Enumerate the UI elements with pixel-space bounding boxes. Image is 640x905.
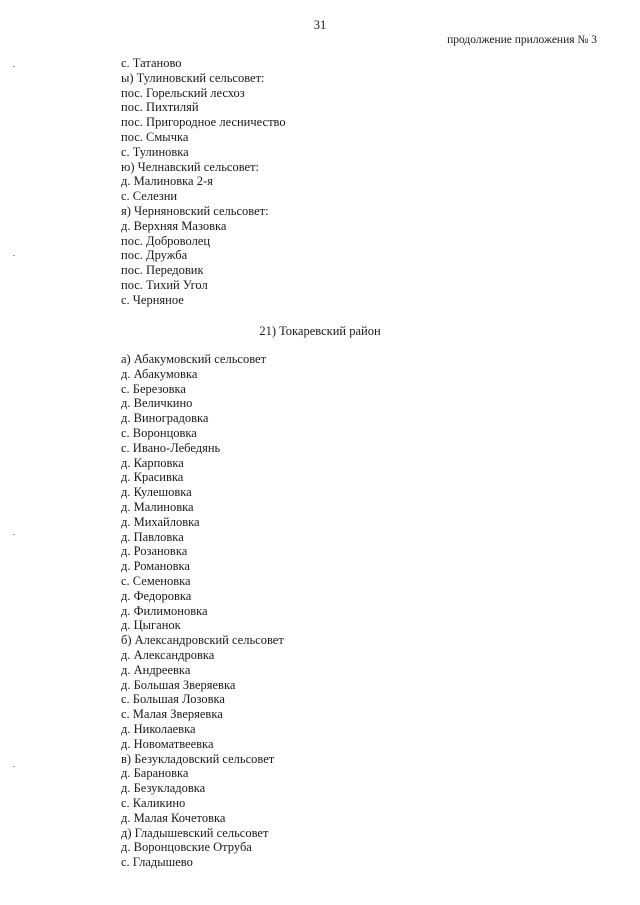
list-item: с. Тулиновка	[121, 144, 189, 159]
list-item: д. Малиновка	[121, 499, 194, 514]
list-item: д. Воронцовские Отруба	[121, 840, 252, 855]
list-item: с. Гладышево	[121, 855, 193, 870]
list-item: с. Татаново	[121, 56, 182, 70]
list-item: д. Новоматвеевка	[121, 736, 214, 751]
list-item: пос. Пихтиляй	[121, 100, 199, 115]
list-item: с. Каликино	[121, 795, 186, 810]
continuation-note: продолжение приложения № 3	[447, 34, 597, 46]
list-item: д. Большая Зверяевка	[121, 677, 236, 692]
settlement-list-main	[121, 352, 284, 870]
list-item: д. Александровка	[121, 647, 215, 662]
list-item: д. Карповка	[121, 455, 184, 470]
list-item: пос. Пригородное лесничество	[121, 115, 286, 130]
list-item: д. Малая Кочетовка	[121, 810, 226, 825]
list-item: а) Абакумовский сельсовет	[121, 352, 267, 366]
list-item: д. Андреевка	[121, 662, 191, 677]
list-item: д. Малиновка 2-я	[121, 174, 213, 189]
list-item: д) Гладышевский сельсовет	[121, 825, 269, 840]
list-item: д. Безукладовка	[121, 781, 206, 796]
margin-mark	[13, 534, 15, 535]
list-item: пос. Передовик	[121, 263, 204, 278]
list-item: пос. Доброволец	[121, 233, 211, 248]
list-item: с. Черняное	[121, 292, 184, 307]
list-item: д. Барановка	[121, 766, 189, 781]
page-number: 31	[313, 18, 327, 32]
list-item: б) Александровский сельсовет	[121, 633, 284, 648]
list-item: ы) Тулиновский сельсовет:	[121, 70, 265, 85]
list-item: д. Виноградовка	[121, 411, 209, 426]
list-item: д. Розановка	[121, 544, 188, 559]
margin-mark	[13, 766, 15, 767]
list-item: д. Николаевка	[121, 721, 196, 736]
list-item: с. Большая Лозовка	[121, 692, 225, 707]
list-item: пос. Тихий Угол	[121, 277, 208, 292]
margin-mark	[13, 255, 15, 256]
list-item: д. Павловка	[121, 529, 184, 544]
list-item: д. Величкино	[121, 396, 193, 411]
list-item: д. Федоровка	[121, 588, 192, 603]
list-item: с. Воронцовка	[121, 425, 197, 440]
list-item: пос. Горельский лесхоз	[121, 85, 245, 100]
margin-mark	[13, 66, 15, 67]
list-item: с. Селезни	[121, 189, 178, 204]
list-item: с. Ивано-Лебедянь	[121, 440, 221, 455]
list-item: д. Романовка	[121, 559, 190, 574]
list-item: д. Филимоновка	[121, 603, 208, 618]
list-item: с. Березовка	[121, 381, 186, 396]
list-item: с. Семеновка	[121, 573, 191, 588]
list-item: д. Кулешовка	[121, 485, 192, 500]
list-item: д. Михайловка	[121, 514, 200, 529]
list-item: я) Черняновский сельсовет:	[121, 203, 269, 218]
list-item: в) Безукладовский сельсовет	[121, 751, 275, 766]
list-item: пос. Дружба	[121, 248, 188, 263]
list-item: пос. Смычка	[121, 129, 189, 144]
section-heading: 21) Токаревский район	[259, 324, 381, 338]
list-item: д. Верхняя Мазовка	[121, 218, 227, 233]
list-item: ю) Челнавский сельсовет:	[121, 159, 260, 174]
list-item: д. Цыганок	[121, 618, 181, 633]
settlement-list-top	[121, 56, 286, 308]
list-item: д. Абакумовка	[121, 366, 198, 381]
list-item: д. Красивка	[121, 470, 184, 485]
list-item: с. Малая Зверяевка	[121, 707, 223, 722]
